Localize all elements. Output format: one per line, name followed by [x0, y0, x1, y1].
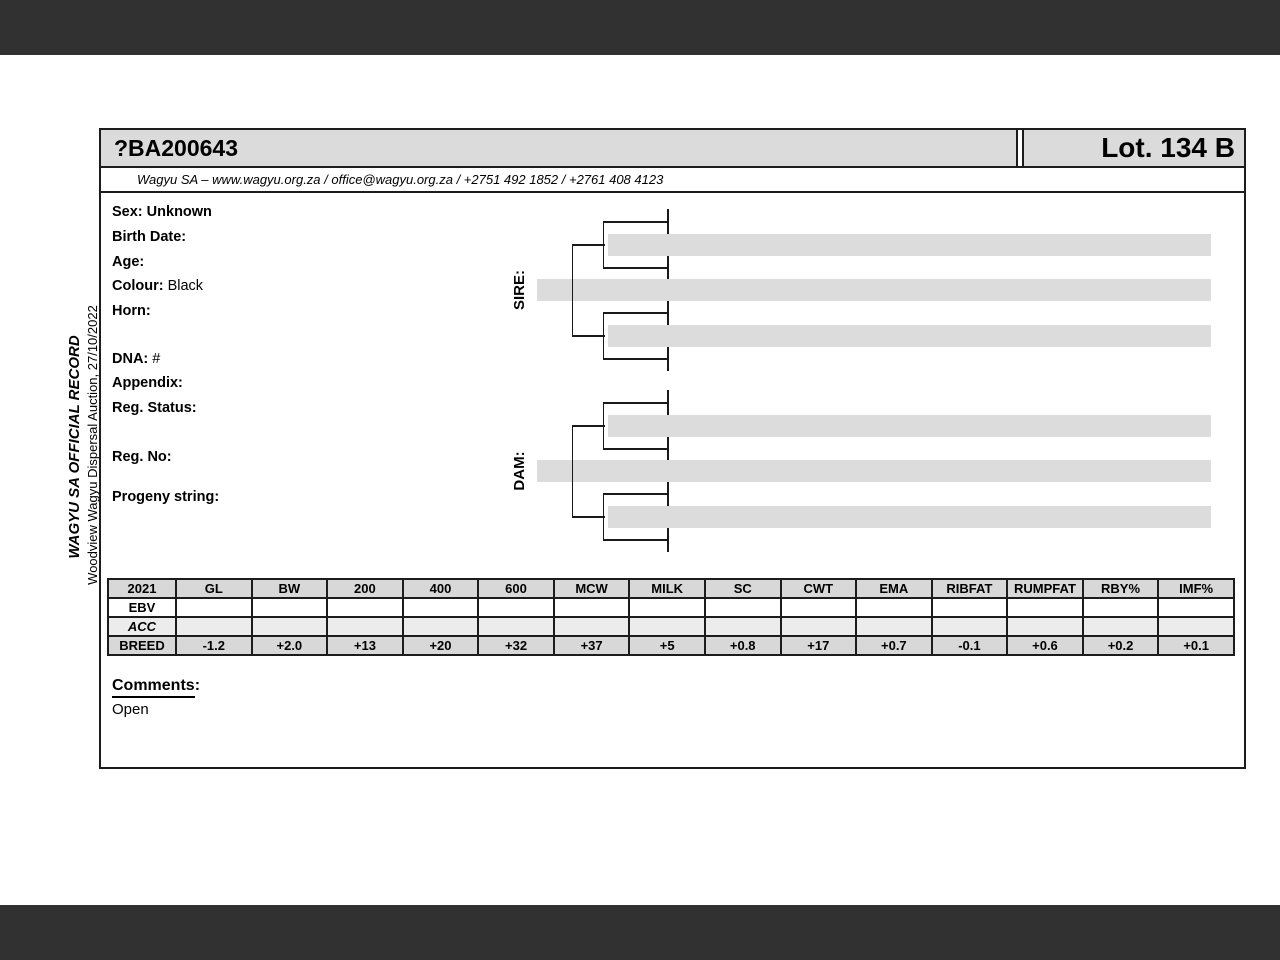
ebv-header-row — [108, 579, 1234, 598]
acc-row-label: ACC — [108, 617, 176, 636]
pedigree-line — [572, 425, 574, 517]
pedigree-line — [572, 335, 605, 337]
top-letterbox-bar — [0, 0, 1280, 55]
col-header: 600 — [478, 579, 554, 598]
field-dna — [112, 348, 160, 370]
col-header: CWT — [781, 579, 857, 598]
field-reg-status — [112, 397, 197, 419]
org-contact-box — [99, 166, 1246, 193]
acc-cell — [781, 617, 857, 636]
ebv-table — [107, 578, 1235, 656]
comments-heading-text: Comments — [112, 677, 195, 698]
ebv-row — [108, 598, 1234, 617]
col-header: RBY% — [1083, 579, 1159, 598]
field-sex-value: Unknown — [146, 204, 212, 220]
comments-heading — [112, 677, 200, 698]
field-colour — [112, 275, 203, 297]
breed-row — [108, 636, 1234, 655]
ebv-cell — [1083, 598, 1159, 617]
pedigree-line — [603, 358, 669, 360]
field-colour-value: Black — [167, 278, 204, 294]
field-colour-label: Colour: — [112, 278, 168, 294]
ebv-cell — [856, 598, 932, 617]
field-appendix-label: Appendix: — [112, 375, 183, 391]
col-header: IMF% — [1158, 579, 1234, 598]
acc-cell — [1083, 617, 1159, 636]
field-reg-no — [112, 446, 172, 468]
acc-cell — [705, 617, 781, 636]
field-age-label: Age: — [112, 254, 145, 270]
col-header: 400 — [403, 579, 479, 598]
pedigree-line — [603, 312, 669, 314]
acc-cell — [403, 617, 479, 636]
breed-cell: +0.2 — [1083, 636, 1159, 655]
ebv-table-grid — [107, 578, 1235, 656]
breed-cell: +0.1 — [1158, 636, 1234, 655]
ebv-cell — [403, 598, 479, 617]
dam-name-bar — [537, 460, 1211, 482]
breed-cell: +37 — [554, 636, 630, 655]
pedigree-line — [572, 244, 574, 336]
ebv-cell — [1158, 598, 1234, 617]
breed-cell: +0.7 — [856, 636, 932, 655]
breed-cell: +20 — [403, 636, 479, 655]
breed-row-label: BREED — [108, 636, 176, 655]
col-header: MILK — [629, 579, 705, 598]
ebv-cell — [176, 598, 252, 617]
breed-cell: +2.0 — [252, 636, 328, 655]
col-header: SC — [705, 579, 781, 598]
sire-dam-name-bar — [608, 325, 1211, 347]
sire-label: SIRE: — [510, 270, 528, 311]
ebv-row-label: EBV — [108, 598, 176, 617]
field-birth-date — [112, 226, 186, 248]
pedigree-line — [572, 244, 605, 246]
field-horn-label: Horn: — [112, 303, 151, 319]
pedigree-line — [603, 448, 669, 450]
pedigree-line — [603, 221, 669, 223]
ebv-cell — [1007, 598, 1083, 617]
ebv-cell — [781, 598, 857, 617]
col-header: 200 — [327, 579, 403, 598]
ebv-cell — [705, 598, 781, 617]
ebv-cell — [932, 598, 1008, 617]
pedigree-line — [603, 402, 669, 404]
comments-value: Open — [112, 701, 149, 718]
breed-cell: +32 — [478, 636, 554, 655]
pedigree-line — [572, 516, 605, 518]
breed-cell: +0.6 — [1007, 636, 1083, 655]
acc-cell — [252, 617, 328, 636]
field-reg-no-label: Reg. No: — [112, 449, 172, 465]
lot-number-box — [1022, 128, 1246, 168]
official-record-vertical-label: WAGYU SA OFFICIAL RECORD — [65, 335, 83, 559]
ebv-year-cell: 2021 — [108, 579, 176, 598]
org-contact-line: Wagyu SA – www.wagyu.org.za / office@wagyu.org.za / +2751 492 1852 / +2761 408 4123 — [137, 172, 664, 187]
field-sex-label: Sex: — [112, 204, 147, 220]
field-age — [112, 251, 144, 273]
pedigree-line — [572, 425, 605, 427]
breed-cell: +13 — [327, 636, 403, 655]
animal-id: ?BA200643 — [114, 134, 239, 161]
field-progeny-string-label: Progeny string: — [112, 489, 220, 505]
field-progeny-string — [112, 486, 219, 508]
breed-cell: -1.2 — [176, 636, 252, 655]
acc-cell — [327, 617, 403, 636]
sire-sire-name-bar — [608, 234, 1211, 256]
animal-id-box — [99, 128, 1018, 168]
acc-cell — [856, 617, 932, 636]
col-header: RIBFAT — [932, 579, 1008, 598]
col-header: RUMPFAT — [1007, 579, 1083, 598]
field-dna-label: DNA: — [112, 351, 153, 367]
col-header: GL — [176, 579, 252, 598]
record-sheet — [99, 128, 1246, 769]
acc-cell — [1007, 617, 1083, 636]
col-header: MCW — [554, 579, 630, 598]
lot-number: Lot. 134 B — [1101, 132, 1235, 163]
ebv-cell — [629, 598, 705, 617]
ebv-cell — [252, 598, 328, 617]
field-horn — [112, 300, 151, 322]
dam-label: DAM: — [510, 451, 528, 491]
acc-cell — [176, 617, 252, 636]
acc-cell — [932, 617, 1008, 636]
ebv-cell — [554, 598, 630, 617]
field-birth-date-label: Birth Date: — [112, 229, 187, 245]
field-dna-value: # — [152, 351, 161, 367]
bottom-letterbox-bar — [0, 905, 1280, 960]
ebv-cell — [327, 598, 403, 617]
col-header: EMA — [856, 579, 932, 598]
pedigree-line — [603, 493, 669, 495]
pedigree-line — [603, 539, 669, 541]
acc-cell — [554, 617, 630, 636]
auction-vertical-label: Woodview Wagyu Dispersal Auction, 27/10/2022 — [84, 305, 100, 585]
field-sex — [112, 201, 212, 223]
acc-row — [108, 617, 1234, 636]
acc-cell — [478, 617, 554, 636]
breed-cell: -0.1 — [932, 636, 1008, 655]
acc-cell — [629, 617, 705, 636]
breed-cell: +0.8 — [705, 636, 781, 655]
field-appendix — [112, 372, 183, 394]
col-header: BW — [252, 579, 328, 598]
dam-dam-name-bar — [608, 506, 1211, 528]
breed-cell: +17 — [781, 636, 857, 655]
breed-cell: +5 — [629, 636, 705, 655]
ebv-cell — [478, 598, 554, 617]
field-reg-status-label: Reg. Status: — [112, 400, 197, 416]
comments-heading-colon: : — [194, 677, 201, 694]
sire-name-bar — [537, 279, 1211, 301]
dam-sire-name-bar — [608, 415, 1211, 437]
pedigree-line — [603, 267, 669, 269]
acc-cell — [1158, 617, 1234, 636]
